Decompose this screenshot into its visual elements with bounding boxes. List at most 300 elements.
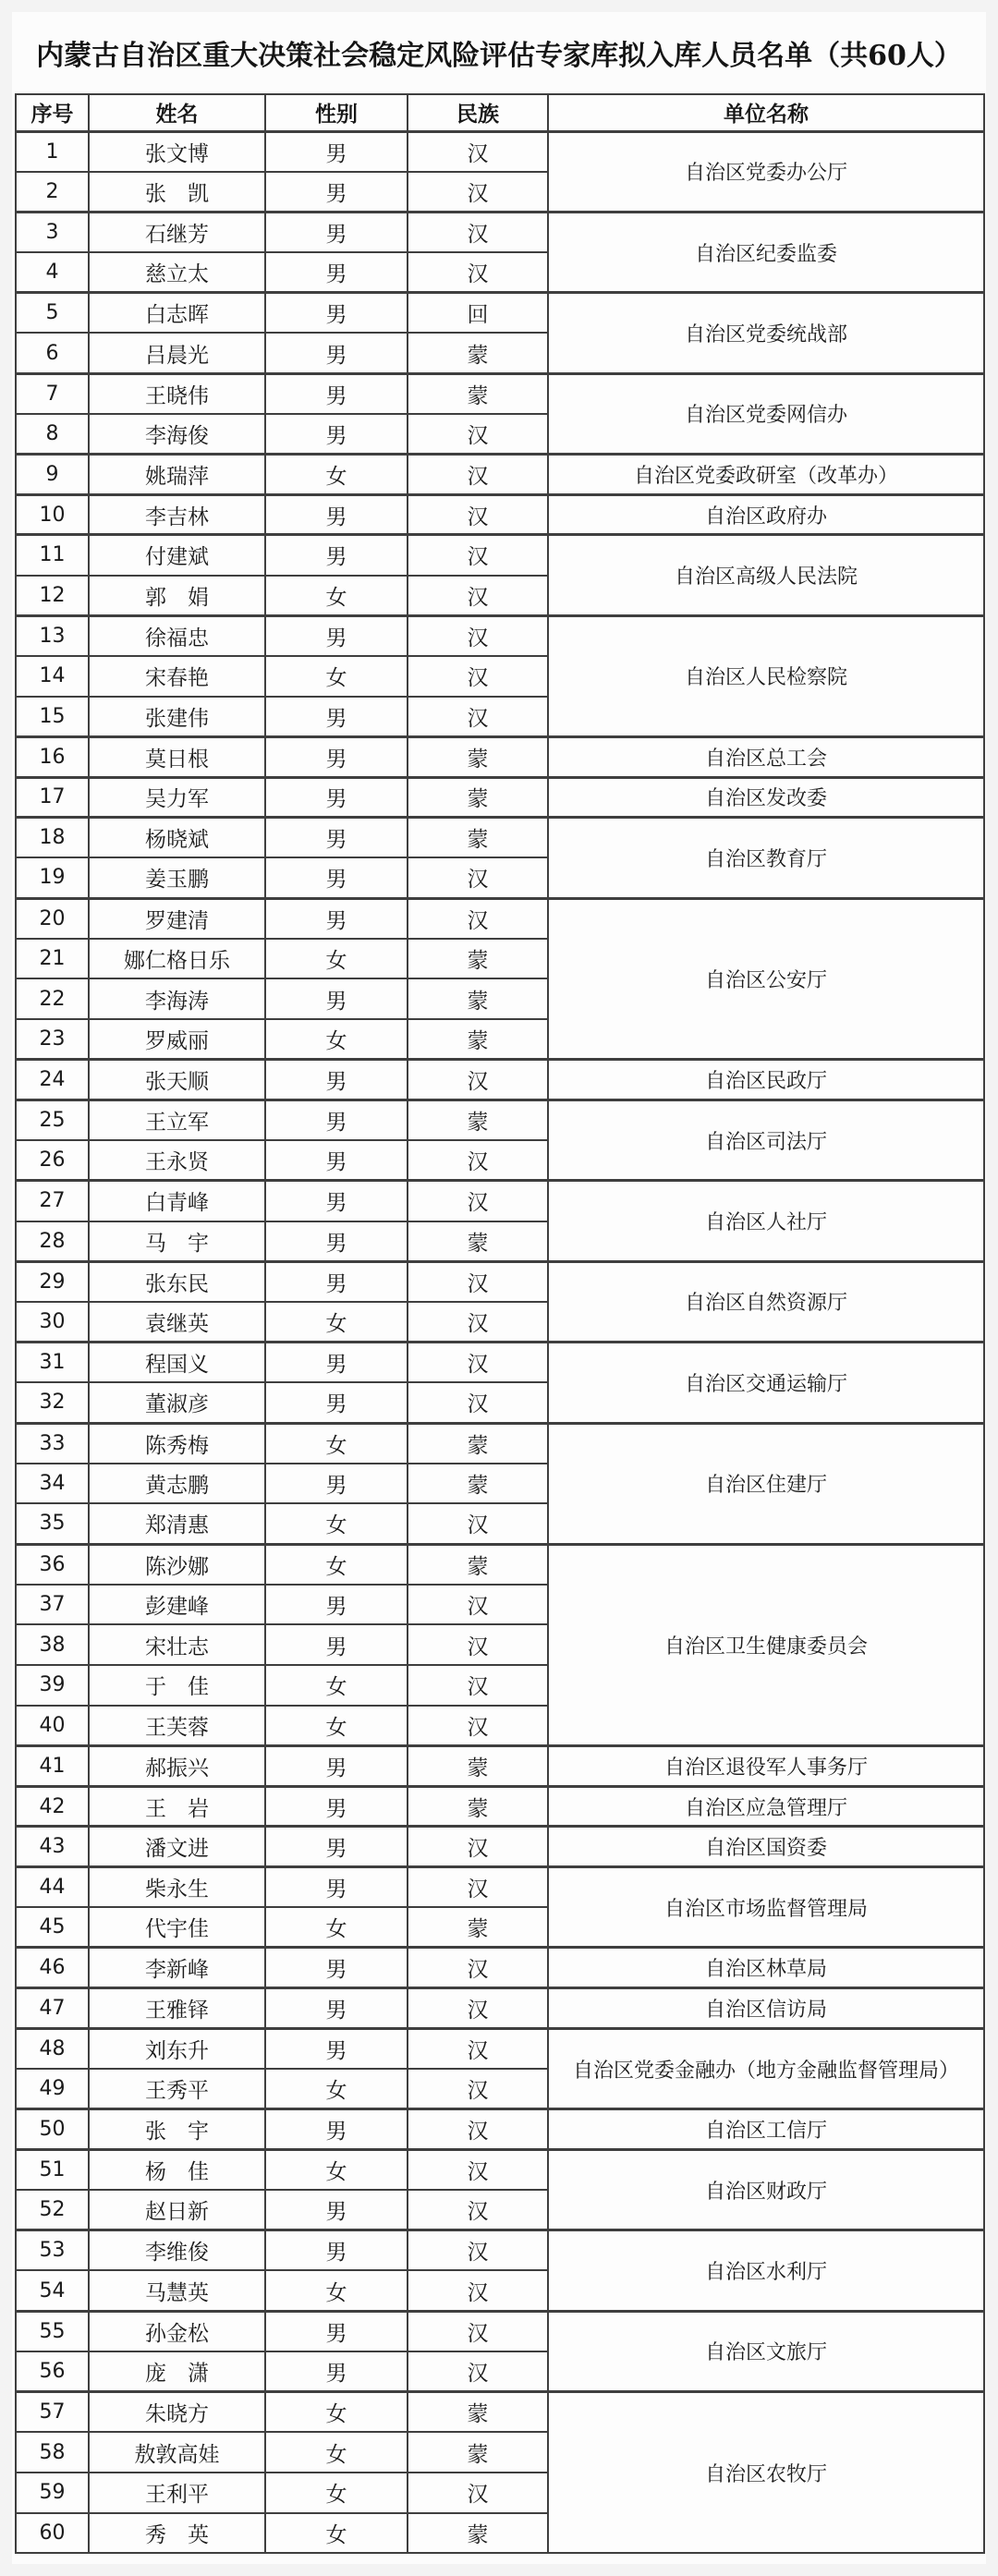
- cell-name: 白青峰: [89, 1181, 265, 1221]
- cell-no: 21: [16, 939, 89, 979]
- cell-unit: 自治区民政厅: [548, 1060, 984, 1100]
- cell-name: 张建伟: [89, 697, 265, 737]
- cell-gender: 女: [265, 2473, 408, 2513]
- cell-no: 32: [16, 1382, 89, 1423]
- cell-gender: 男: [265, 2230, 408, 2271]
- cell-name: 吕晨光: [89, 333, 265, 373]
- cell-gender: 男: [265, 293, 408, 334]
- cell-no: 42: [16, 1786, 89, 1827]
- cell-no: 2: [16, 172, 89, 213]
- cell-ethnicity: 汉: [408, 898, 548, 939]
- table-row: [16, 1786, 984, 1827]
- cell-gender: 男: [265, 2311, 408, 2351]
- cell-no: 17: [16, 777, 89, 818]
- cell-gender: 男: [265, 777, 408, 818]
- cell-no: 6: [16, 333, 89, 373]
- cell-name: 郝振兴: [89, 1746, 265, 1787]
- cell-no: 51: [16, 2149, 89, 2190]
- table-row: [16, 1423, 984, 1464]
- cell-no: 1: [16, 131, 89, 172]
- cell-ethnicity: 蒙: [408, 2432, 548, 2473]
- table-row: [16, 818, 984, 858]
- table-row: [16, 535, 984, 576]
- cell-ethnicity: 汉: [408, 1948, 548, 1988]
- cell-no: 41: [16, 1746, 89, 1787]
- cell-no: 3: [16, 212, 89, 252]
- cell-ethnicity: 汉: [408, 1867, 548, 1908]
- cell-gender: 女: [265, 1503, 408, 1544]
- cell-gender: 男: [265, 1140, 408, 1181]
- cell-unit: 自治区政府办: [548, 494, 984, 535]
- cell-name: 郑清惠: [89, 1503, 265, 1544]
- cell-ethnicity: 蒙: [408, 736, 548, 777]
- cell-ethnicity: 汉: [408, 2109, 548, 2150]
- cell-gender: 男: [265, 2028, 408, 2069]
- cell-name: 孙金松: [89, 2311, 265, 2351]
- col-header-ethnicity: 民族: [408, 94, 548, 131]
- cell-unit: 自治区退役军人事务厅: [548, 1746, 984, 1787]
- cell-ethnicity: 汉: [408, 131, 548, 172]
- cell-no: 46: [16, 1948, 89, 1988]
- cell-ethnicity: 汉: [408, 455, 548, 495]
- cell-gender: 男: [265, 1585, 408, 1625]
- cell-ethnicity: 汉: [408, 697, 548, 737]
- table-row: [16, 1746, 984, 1787]
- cell-ethnicity: 蒙: [408, 1464, 548, 1504]
- cell-no: 49: [16, 2069, 89, 2109]
- cell-gender: 女: [265, 1665, 408, 1706]
- table-row: [16, 2230, 984, 2271]
- cell-name: 潘文进: [89, 1827, 265, 1867]
- cell-name: 姜玉鹏: [89, 857, 265, 898]
- cell-unit: 自治区公安厅: [548, 898, 984, 1060]
- cell-no: 8: [16, 414, 89, 455]
- cell-ethnicity: 蒙: [408, 1746, 548, 1787]
- cell-name: 朱晓方: [89, 2392, 265, 2433]
- cell-no: 11: [16, 535, 89, 576]
- cell-name: 王永贤: [89, 1140, 265, 1181]
- cell-ethnicity: 汉: [408, 576, 548, 616]
- cell-unit: 自治区司法厅: [548, 1100, 984, 1181]
- cell-name: 李海俊: [89, 414, 265, 455]
- table-row: [16, 494, 984, 535]
- cell-ethnicity: 汉: [408, 2311, 548, 2351]
- header-row: [16, 94, 984, 131]
- cell-gender: 男: [265, 1867, 408, 1908]
- cell-ethnicity: 蒙: [408, 978, 548, 1019]
- cell-name: 袁继英: [89, 1302, 265, 1343]
- cell-ethnicity: 汉: [408, 1343, 548, 1383]
- cell-no: 38: [16, 1624, 89, 1665]
- cell-ethnicity: 汉: [408, 2190, 548, 2230]
- cell-no: 13: [16, 615, 89, 656]
- cell-ethnicity: 汉: [408, 1706, 548, 1746]
- table-row: [16, 898, 984, 939]
- roster-table: [15, 93, 985, 2554]
- cell-ethnicity: 汉: [408, 1624, 548, 1665]
- cell-no: 54: [16, 2270, 89, 2311]
- cell-no: 34: [16, 1464, 89, 1504]
- cell-unit: 自治区教育厅: [548, 818, 984, 898]
- cell-no: 48: [16, 2028, 89, 2069]
- cell-gender: 男: [265, 212, 408, 252]
- cell-no: 19: [16, 857, 89, 898]
- cell-ethnicity: 汉: [408, 1140, 548, 1181]
- cell-ethnicity: 蒙: [408, 1423, 548, 1464]
- cell-unit: 自治区高级人民法院: [548, 535, 984, 615]
- cell-gender: 男: [265, 1746, 408, 1787]
- cell-no: 60: [16, 2513, 89, 2554]
- cell-unit: 自治区水利厅: [548, 2230, 984, 2311]
- cell-ethnicity: 汉: [408, 2270, 548, 2311]
- cell-name: 陈沙娜: [89, 1544, 265, 1585]
- cell-name: 陈秀梅: [89, 1423, 265, 1464]
- table-row: [16, 2028, 984, 2069]
- cell-name: 赵日新: [89, 2190, 265, 2230]
- cell-no: 22: [16, 978, 89, 1019]
- cell-no: 40: [16, 1706, 89, 1746]
- cell-name: 王雅铎: [89, 1988, 265, 2029]
- col-header-unit: 单位名称: [548, 94, 984, 131]
- cell-ethnicity: 汉: [408, 1181, 548, 1221]
- cell-gender: 女: [265, 2432, 408, 2473]
- cell-name: 宋壮志: [89, 1624, 265, 1665]
- cell-no: 10: [16, 494, 89, 535]
- cell-ethnicity: 汉: [408, 414, 548, 455]
- cell-gender: 男: [265, 1261, 408, 1302]
- cell-no: 5: [16, 293, 89, 334]
- cell-name: 马 宇: [89, 1221, 265, 1262]
- cell-ethnicity: 汉: [408, 1585, 548, 1625]
- table-row: [16, 2392, 984, 2433]
- cell-unit: 自治区信访局: [548, 1988, 984, 2029]
- cell-name: 徐福忠: [89, 615, 265, 656]
- cell-ethnicity: 汉: [408, 857, 548, 898]
- cell-no: 55: [16, 2311, 89, 2351]
- cell-ethnicity: 汉: [408, 2351, 548, 2392]
- cell-unit: 自治区工信厅: [548, 2109, 984, 2150]
- cell-no: 20: [16, 898, 89, 939]
- cell-name: 秀 英: [89, 2513, 265, 2554]
- cell-gender: 男: [265, 1221, 408, 1262]
- cell-no: 25: [16, 1100, 89, 1141]
- table-row: [16, 2149, 984, 2190]
- cell-ethnicity: 汉: [408, 656, 548, 697]
- table-row: [16, 1100, 984, 1141]
- table-row: [16, 293, 984, 334]
- cell-gender: 女: [265, 2069, 408, 2109]
- cell-no: 50: [16, 2109, 89, 2150]
- document-sheet: [12, 12, 986, 2564]
- cell-unit: 自治区党委政研室（改革办）: [548, 455, 984, 495]
- cell-no: 52: [16, 2190, 89, 2230]
- cell-name: 马慧英: [89, 2270, 265, 2311]
- cell-unit: 自治区卫生健康委员会: [548, 1544, 984, 1745]
- cell-unit: 自治区农牧厅: [548, 2392, 984, 2554]
- page-title: 内蒙古自治区重大决策社会稳定风险评估专家库拟入库人员名单（共60人）: [36, 40, 962, 72]
- cell-ethnicity: 汉: [408, 2149, 548, 2190]
- cell-gender: 男: [265, 1827, 408, 1867]
- cell-gender: 男: [265, 333, 408, 373]
- cell-gender: 女: [265, 656, 408, 697]
- cell-ethnicity: 汉: [408, 2028, 548, 2069]
- cell-no: 39: [16, 1665, 89, 1706]
- cell-name: 娜仁格日乐: [89, 939, 265, 979]
- cell-no: 44: [16, 1867, 89, 1908]
- cell-unit: 自治区党委网信办: [548, 373, 984, 454]
- cell-name: 慈立太: [89, 252, 265, 293]
- cell-unit: 自治区党委统战部: [548, 293, 984, 373]
- cell-ethnicity: 汉: [408, 2069, 548, 2109]
- table-row: [16, 1988, 984, 2029]
- cell-ethnicity: 蒙: [408, 1100, 548, 1141]
- cell-ethnicity: 汉: [408, 1503, 548, 1544]
- cell-gender: 男: [265, 697, 408, 737]
- col-header-no: 序号: [16, 94, 89, 131]
- cell-name: 于 佳: [89, 1665, 265, 1706]
- table-row: [16, 615, 984, 656]
- table-row: [16, 455, 984, 495]
- cell-no: 47: [16, 1988, 89, 2029]
- cell-gender: 男: [265, 818, 408, 858]
- cell-gender: 女: [265, 1544, 408, 1585]
- cell-name: 王 岩: [89, 1786, 265, 1827]
- title-bar: [12, 12, 986, 93]
- cell-ethnicity: 汉: [408, 212, 548, 252]
- cell-no: 7: [16, 373, 89, 414]
- table-row: [16, 1827, 984, 1867]
- cell-gender: 男: [265, 898, 408, 939]
- cell-gender: 男: [265, 1948, 408, 1988]
- cell-name: 王秀平: [89, 2069, 265, 2109]
- cell-ethnicity: 汉: [408, 1261, 548, 1302]
- cell-ethnicity: 蒙: [408, 777, 548, 818]
- cell-unit: 自治区应急管理厅: [548, 1786, 984, 1827]
- cell-gender: 女: [265, 2392, 408, 2433]
- cell-name: 张 凯: [89, 172, 265, 213]
- cell-ethnicity: 汉: [408, 2230, 548, 2271]
- cell-no: 43: [16, 1827, 89, 1867]
- cell-unit: 自治区党委办公厅: [548, 131, 984, 212]
- cell-gender: 男: [265, 1100, 408, 1141]
- cell-name: 王晓伟: [89, 373, 265, 414]
- cell-ethnicity: 蒙: [408, 333, 548, 373]
- cell-ethnicity: 蒙: [408, 1907, 548, 1948]
- cell-unit: 自治区总工会: [548, 736, 984, 777]
- cell-gender: 男: [265, 172, 408, 213]
- cell-name: 吴力军: [89, 777, 265, 818]
- cell-gender: 男: [265, 1464, 408, 1504]
- cell-no: 23: [16, 1019, 89, 1060]
- cell-ethnicity: 汉: [408, 1988, 548, 2029]
- cell-no: 58: [16, 2432, 89, 2473]
- cell-gender: 女: [265, 1302, 408, 1343]
- cell-ethnicity: 汉: [408, 535, 548, 576]
- cell-name: 莫日根: [89, 736, 265, 777]
- cell-gender: 女: [265, 455, 408, 495]
- cell-gender: 女: [265, 1019, 408, 1060]
- cell-gender: 男: [265, 252, 408, 293]
- cell-name: 王立军: [89, 1100, 265, 1141]
- table-body: [16, 131, 984, 2553]
- cell-ethnicity: 汉: [408, 252, 548, 293]
- cell-name: 郭 娟: [89, 576, 265, 616]
- cell-gender: 男: [265, 2190, 408, 2230]
- cell-name: 付建斌: [89, 535, 265, 576]
- cell-name: 李海涛: [89, 978, 265, 1019]
- cell-ethnicity: 汉: [408, 172, 548, 213]
- table-row: [16, 777, 984, 818]
- cell-unit: 自治区党委金融办（地方金融监督管理局）: [548, 2028, 984, 2108]
- cell-no: 35: [16, 1503, 89, 1544]
- cell-unit: 自治区文旅厅: [548, 2311, 984, 2391]
- cell-ethnicity: 蒙: [408, 1019, 548, 1060]
- cell-gender: 男: [265, 414, 408, 455]
- cell-gender: 男: [265, 1786, 408, 1827]
- cell-gender: 男: [265, 1382, 408, 1423]
- cell-no: 26: [16, 1140, 89, 1181]
- cell-name: 彭建峰: [89, 1585, 265, 1625]
- cell-name: 杨 佳: [89, 2149, 265, 2190]
- cell-ethnicity: 汉: [408, 1302, 548, 1343]
- cell-ethnicity: 汉: [408, 1382, 548, 1423]
- cell-unit: 自治区林草局: [548, 1948, 984, 1988]
- cell-gender: 男: [265, 736, 408, 777]
- cell-no: 28: [16, 1221, 89, 1262]
- cell-name: 罗威丽: [89, 1019, 265, 1060]
- table-row: [16, 1181, 984, 1221]
- cell-no: 45: [16, 1907, 89, 1948]
- cell-gender: 男: [265, 535, 408, 576]
- cell-no: 18: [16, 818, 89, 858]
- table-header: [16, 94, 984, 131]
- table-row: [16, 1544, 984, 1585]
- cell-no: 15: [16, 697, 89, 737]
- cell-unit: 自治区交通运输厅: [548, 1343, 984, 1423]
- cell-ethnicity: 蒙: [408, 2513, 548, 2554]
- cell-gender: 男: [265, 2109, 408, 2150]
- cell-gender: 男: [265, 1624, 408, 1665]
- cell-name: 刘东升: [89, 2028, 265, 2069]
- cell-no: 24: [16, 1060, 89, 1100]
- cell-name: 张 宇: [89, 2109, 265, 2150]
- cell-name: 柴永生: [89, 1867, 265, 1908]
- cell-gender: 女: [265, 2149, 408, 2190]
- cell-name: 张东民: [89, 1261, 265, 1302]
- cell-unit: 自治区人民检察院: [548, 615, 984, 736]
- cell-gender: 男: [265, 857, 408, 898]
- cell-no: 56: [16, 2351, 89, 2392]
- cell-unit: 自治区财政厅: [548, 2149, 984, 2230]
- cell-unit: 自治区人社厅: [548, 1181, 984, 1261]
- cell-name: 石继芳: [89, 212, 265, 252]
- cell-name: 黄志鹏: [89, 1464, 265, 1504]
- cell-gender: 男: [265, 494, 408, 535]
- cell-ethnicity: 汉: [408, 1665, 548, 1706]
- cell-no: 57: [16, 2392, 89, 2433]
- cell-gender: 女: [265, 1706, 408, 1746]
- cell-no: 16: [16, 736, 89, 777]
- cell-name: 代宇佳: [89, 1907, 265, 1948]
- cell-name: 张文博: [89, 131, 265, 172]
- cell-no: 9: [16, 455, 89, 495]
- cell-gender: 女: [265, 576, 408, 616]
- cell-gender: 男: [265, 2351, 408, 2392]
- cell-no: 29: [16, 1261, 89, 1302]
- cell-gender: 男: [265, 1343, 408, 1383]
- cell-no: 14: [16, 656, 89, 697]
- cell-unit: 自治区市场监督管理局: [548, 1867, 984, 1948]
- cell-ethnicity: 汉: [408, 1827, 548, 1867]
- cell-name: 敖敦高娃: [89, 2432, 265, 2473]
- table-row: [16, 1867, 984, 1908]
- cell-name: 张天顺: [89, 1060, 265, 1100]
- cell-gender: 女: [265, 2270, 408, 2311]
- table-row: [16, 1948, 984, 1988]
- table-row: [16, 1343, 984, 1383]
- cell-gender: 女: [265, 1907, 408, 1948]
- cell-no: 27: [16, 1181, 89, 1221]
- cell-name: 程国义: [89, 1343, 265, 1383]
- cell-no: 36: [16, 1544, 89, 1585]
- table-row: [16, 1261, 984, 1302]
- cell-gender: 女: [265, 939, 408, 979]
- cell-ethnicity: 蒙: [408, 939, 548, 979]
- cell-gender: 男: [265, 978, 408, 1019]
- cell-no: 30: [16, 1302, 89, 1343]
- cell-ethnicity: 回: [408, 293, 548, 334]
- cell-no: 12: [16, 576, 89, 616]
- cell-unit: 自治区住建厅: [548, 1423, 984, 1544]
- cell-ethnicity: 蒙: [408, 2392, 548, 2433]
- cell-unit: 自治区自然资源厅: [548, 1261, 984, 1342]
- cell-ethnicity: 蒙: [408, 818, 548, 858]
- cell-name: 庞 潇: [89, 2351, 265, 2392]
- cell-ethnicity: 汉: [408, 615, 548, 656]
- cell-name: 王芙蓉: [89, 1706, 265, 1746]
- cell-ethnicity: 汉: [408, 494, 548, 535]
- cell-gender: 男: [265, 1060, 408, 1100]
- cell-no: 37: [16, 1585, 89, 1625]
- cell-gender: 男: [265, 615, 408, 656]
- table-row: [16, 131, 984, 172]
- cell-gender: 男: [265, 1181, 408, 1221]
- cell-ethnicity: 蒙: [408, 1221, 548, 1262]
- cell-no: 53: [16, 2230, 89, 2271]
- table-row: [16, 373, 984, 414]
- cell-gender: 女: [265, 2513, 408, 2554]
- cell-gender: 男: [265, 1988, 408, 2029]
- cell-name: 宋春艳: [89, 656, 265, 697]
- cell-gender: 男: [265, 131, 408, 172]
- cell-no: 33: [16, 1423, 89, 1464]
- cell-ethnicity: 蒙: [408, 373, 548, 414]
- cell-ethnicity: 汉: [408, 2473, 548, 2513]
- table-row: [16, 2109, 984, 2150]
- cell-unit: 自治区国资委: [548, 1827, 984, 1867]
- table-row: [16, 736, 984, 777]
- cell-no: 4: [16, 252, 89, 293]
- cell-gender: 男: [265, 373, 408, 414]
- cell-ethnicity: 蒙: [408, 1786, 548, 1827]
- cell-no: 59: [16, 2473, 89, 2513]
- cell-name: 李维俊: [89, 2230, 265, 2271]
- col-header-name: 姓名: [89, 94, 265, 131]
- table-row: [16, 2311, 984, 2351]
- col-header-gender: 性别: [265, 94, 408, 131]
- cell-name: 姚瑞萍: [89, 455, 265, 495]
- cell-unit: 自治区纪委监委: [548, 212, 984, 292]
